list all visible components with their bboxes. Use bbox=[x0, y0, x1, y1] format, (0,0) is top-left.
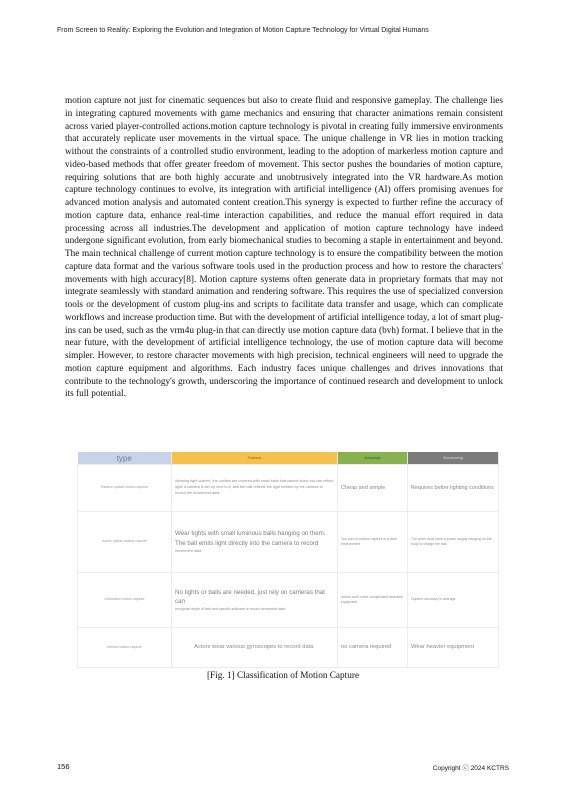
table-header-row bbox=[78, 452, 499, 465]
features-lead-text: No tights or balls are needed, just rely on cameras that can bbox=[175, 588, 325, 606]
table-row bbox=[78, 573, 499, 628]
shortcoming-cell: The actor must have a power supply hanging on the body to charge the ball. bbox=[408, 512, 499, 573]
copyright-notice: Copyright ⓒ 2024 KCTRS bbox=[432, 765, 509, 772]
type-cell: Inertial motion capture bbox=[78, 628, 172, 668]
features-text: movement data bbox=[175, 548, 202, 553]
advantage-cell: You can do motion capture in a dark environment bbox=[338, 512, 408, 573]
features-cell bbox=[172, 465, 338, 512]
running-header: From Screen to Reality: Exploring the Evolution and Integration of Motion Capture Technology for Virtual Digital Humans bbox=[57, 27, 429, 34]
table-row bbox=[78, 465, 499, 512]
features-cell bbox=[172, 512, 338, 573]
type-cell: Active optical motion capture bbox=[78, 512, 172, 573]
features-text: Actors wear various gyroscopes to record data bbox=[194, 644, 314, 650]
column-header-advantage: Advantage bbox=[338, 452, 408, 465]
table-row bbox=[78, 512, 499, 573]
table-row bbox=[78, 628, 499, 668]
features-text: recognize depth of field and specific software to record movement data. bbox=[175, 606, 286, 611]
features-lead-text: Wear tights with small luminous balls hanging on them. The ball emits light directly into the camera to record bbox=[175, 530, 326, 548]
shortcoming-cell: Requires better lighting conditions bbox=[408, 465, 499, 512]
advantage-cell: no camera required bbox=[338, 628, 408, 668]
column-header-shortcoming: Shortcoming bbox=[408, 452, 499, 465]
shortcoming-cell: Capture accuracy is average bbox=[408, 573, 499, 628]
shortcoming-cell: Wear heavier equipment bbox=[408, 628, 499, 668]
column-header-features: Features bbox=[172, 452, 338, 465]
body-paragraph: motion capture not just for cinematic sequences but also to create fluid and responsive gameplay. The challenge lies in integrating captured movements with game mechanics and ensuring that character animations remain consistent across varied player-controlled actions.motion capture technology is pivotal in creating fully immersive environments that accurately replicate user movements in the virtual space. The unique challenge in VR lies in motion tracking without the constraints of a controlled studio environment, leading to the adoption of markerless motion capture and video-based methods that offer greater freedom of movement. This sector pushes the boundaries of motion capture, requiring solutions that are both highly accurate and unobtrusively integrated into the VR hardware.As motion capture technology continues to evolve, its integration with artificial intelligence (AI) offers promising avenues for advanced motion analysis and automated content creation.This synergy is expected to further refine the accuracy of motion capture data, enhance real-time interaction capabilities, and reduce the manual effort required in data processing across all industries.The development and application of motion capture technology have indeed undergone significant evolution, from early biomechanical studies to becoming a staple in entertainment and beyond. The main technical challenge of current motion capture technology is to ensure the compatibility between the motion capture data format and the various software tools used in the production process and how to restore the characters' movements with high accuracy[8]. Motion capture systems often generate data in proprietary formats that may not integrate seamlessly with standard animation and rendering software. This requires the use of specialized conversion tools or the development of custom plug-ins and scripts to facilitate data transfer and usage, which can complicate workflows and increase production time. But with the development of artificial intelligence today, a lot of smart plug-ins can be used, such as the vrm4u plug-in that can directly use motion capture data (bvh) format. I believe that in the near future, with the development of artificial intelligence technology, the use of motion capture data will become simpler. However, to restore character movements with high precision, technical engineers will need to upgrade the motion capture equipment and algorithms. Each industry faces unique challenges and drives innovations that contribute to the technology's growth, underscoring the importance of continued research and development to unlock its full potential. bbox=[65, 96, 503, 400]
page-number: 156 bbox=[57, 762, 70, 771]
features-text: Wearing tight clothes, the clothes are covered with small balls that cannot shine but can reflect light. A camera is set up next to it, and the ball reflects the light emitted by the camera to record the movement data bbox=[175, 479, 334, 495]
type-cell: Unmarked motion capture bbox=[78, 573, 172, 628]
figure-caption: [Fig. 1] Classification of Motion Capture bbox=[206, 671, 360, 681]
type-cell: Passive optical motion capture bbox=[78, 465, 172, 512]
features-cell bbox=[172, 628, 338, 668]
advantage-cell: Cheap and simple bbox=[338, 465, 408, 512]
advantage-cell: Actors don't need complicated wearable equipment bbox=[338, 573, 408, 628]
features-cell bbox=[172, 573, 338, 628]
motion-capture-classification-table bbox=[77, 452, 499, 668]
column-header-type: type bbox=[78, 452, 172, 465]
